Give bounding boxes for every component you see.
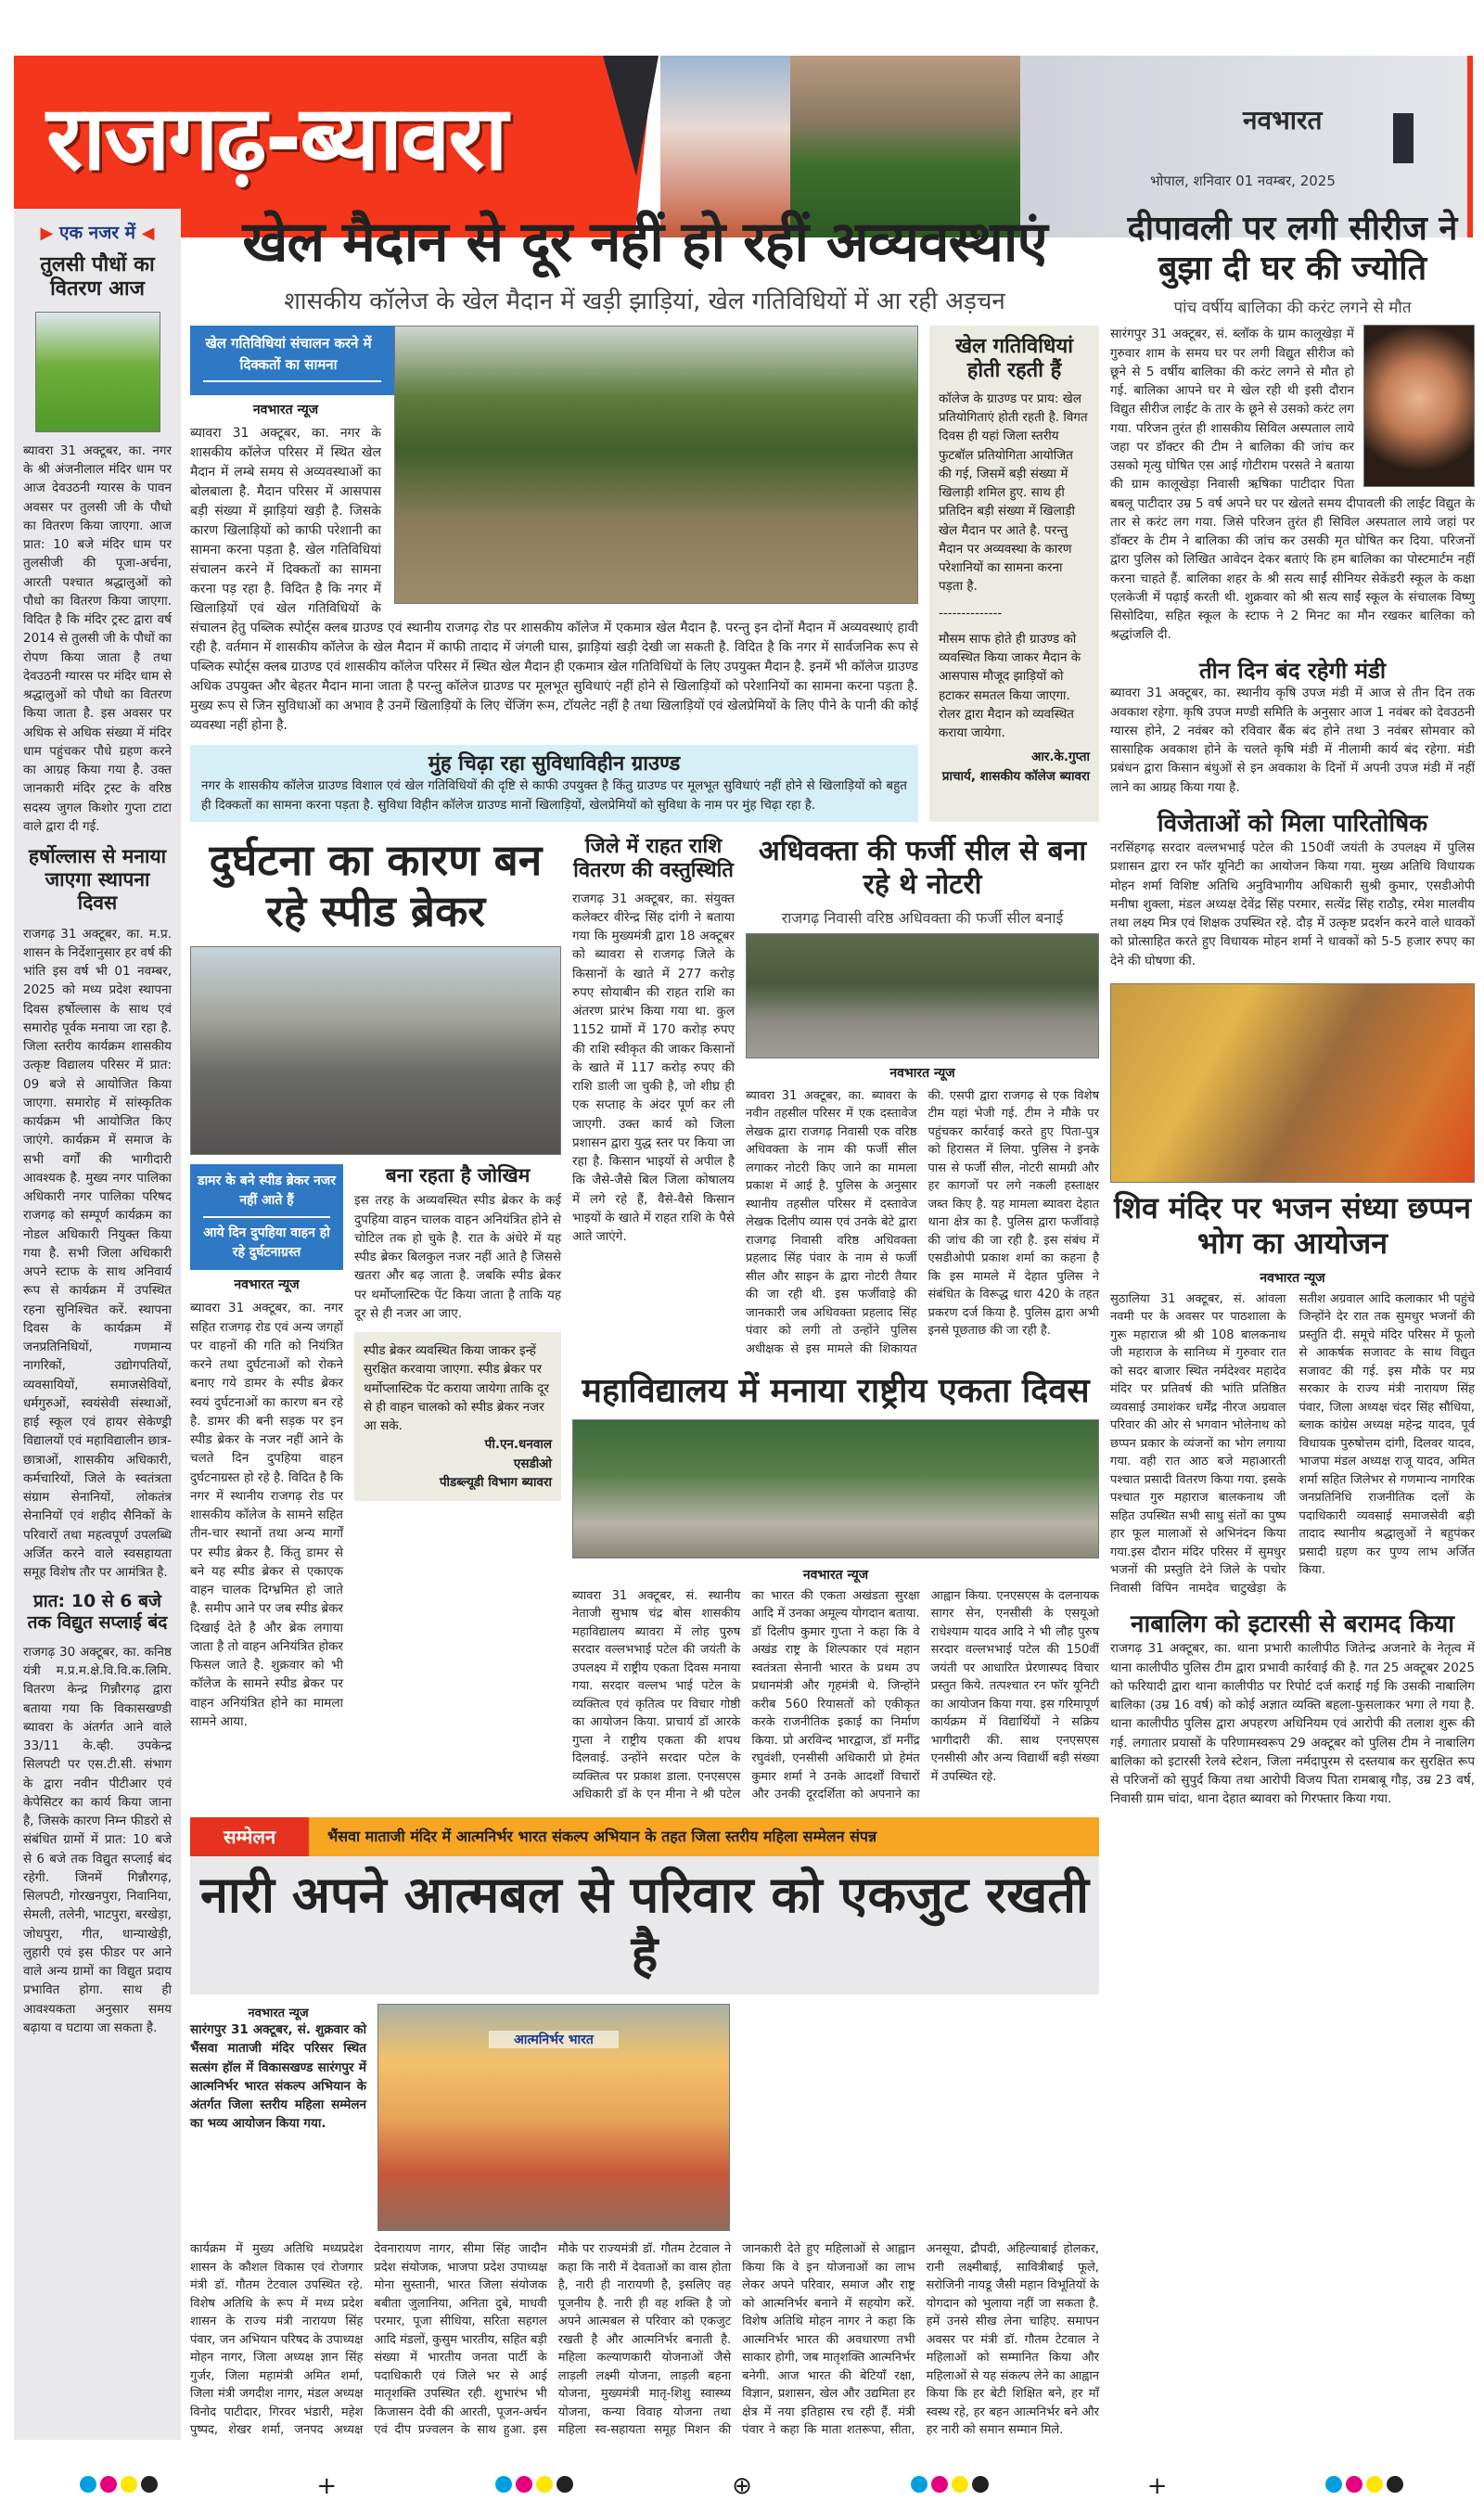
sammelan-story <box>190 1817 1099 2440</box>
speed-headline: दुर्घटना का कारण बन रहे स्पीड ब्रेकर <box>209 834 543 937</box>
lead-subhead: शासकीय कॉलेज के खेल मैदान में खड़ी झाड़ियां, खेल गतिविधियों में आ रही अड़चन <box>284 288 1005 315</box>
sammelan-strap: भैंसवा माताजी मंदिर में आत्मनिर्भर भारत संकल्प अभियान के तहत जिला स्तरीय महिला सम्मेलन संपन्न <box>309 1817 1099 1856</box>
middle-band <box>190 835 1099 1804</box>
center-stack <box>572 835 1099 1804</box>
winners-story <box>1110 810 1475 970</box>
speed-breaker-photo <box>190 946 561 1155</box>
sidebar-label-text: एक नजर में <box>58 223 136 243</box>
print-registration-strip <box>0 2458 1484 2514</box>
sidebar-story-2: राजगढ़ 31 अक्टूबर, का. म.प्र. शासन के निर्देशानुसार हर वर्ष की भांति इस वर्ष भी 01 नवम्बर, 2025 को मध्य प्रदेश स्थापना दिवस हर्षोल्लास के साथ एवं समारोह पूर्वक मनाया जा रहा है. जिला स्तरीय कार्यक्रम शासकीय उत्कृष्ट विद्यालय परिसर में प्रात: 09 बजे से आयोजित किया जाएगा. समारोह में सांस्कृतिक कार्यक्रम भी आयोजित किए जाएंगे. कार्यक्रम में समाज के सभी वर्गों की भागीदारी आवश्यक है. मुख्य नगर पालिका अधिकारी नगर पालिका परिषद राजगढ़ को सम्पूर्ण कार्यक्रम का नोडल अधिकारी नियुक्त किया गया है. सभी जिला अधिकारी अपने स्टाफ के साथ अनिवार्य रूप से कार्यक्रम में उपस्थित रहना सुनिश्चित करें. स्थापना दिवस के कार्यक्रम में जनप्रतिनिधियों, गणमान्य नागरिकों, उद्योगपतियों, व्यवसायियों, समाजसेवियों, धर्मगुरुओं, स्वयंसेवी संस्थाओं, हाई स्कूल एवं हायर सेकेण्ड्री विद्यालयों एवं महाविद्यालीन छात्र-छात्राओं, शासकीय अधिकारी, कर्मचारियों, जिले के स्वतंत्रता संग्राम सेनानियों, लोकतंत्र सेनानियों एवं शहीद सैनिकों के परिवारों तथा महत्वपूर्ण उपलब्धि अर्जित करने वाले स्वसहायता समूह विशेष तौर पर आमंत्रित है. <box>23 926 172 1581</box>
sdo-dept: पीडब्ल्यूडी विभाग ब्यावरा <box>439 1474 552 1490</box>
info-box-title: मुंह चिढ़ा रहा सुविधाविहीन ग्राउण्ड <box>428 752 681 776</box>
crosshair-icon: + <box>1146 2471 1168 2500</box>
mandi-body: ब्यावरा 31 अक्टूबर, का. स्थानीय कृषि उपज मंडी में आज से तीन दिन तक अवकाश रहेगा. कृषि उपज मण्डी समिति के अनुसार आज 1 नवंबर को देवउठनी ग्यारस होने, 2 नवंबर को रविवार बैंक बंद होने तथा 3 नवंबर सोमवार को सासाहिक अवकाश होने के चलते कृषि मंडी में नीलामी कार्य बंद रहेगा. मंडी प्रबंधन द्वारा किसान बंधुओं से इन अवकाश के दिनों में अपनी उपज मंडी में नहीं लाने का आग्रह किया गया है. <box>1110 686 1475 795</box>
sidebar-story-1: ब्यावरा 31 अक्टूबर, का. नगर के श्री अंजनीलाल मंदिर धाम पर आज देवउठनी ग्यारस के पावन अवसर पर तुलसी जी के पौधो का वितरण किया जाएगा. आज प्रात: 10 बजे मंदिर धाम पर तुलसीजी की पूजा-अर्चना, आरती पश्चात श्रद्धालुओं को पौधो का वितरण किया जाएगा. विदित है कि मंदिर ट्रस्ट द्वारा वर्ष 2014 से तुलसी जी के पौधों का रोपण किया जाता है तथा देवउठनी ग्यारस पर मंदिर धाम से श्रद्धालुओं को पौधो का वितरण किया जाता है. इस अवसर पर अधिक से अधिक संख्या में मंदिर धाम पहुंचकर पौधे ग्रहण करने का आग्रह किया गया है. उक्त जानकारी मंदिर ट्रस्ट के वरिष्ठ सदस्य जुगल किशोर गुप्ता टाटा वाले द्वारा दी गई. <box>23 443 172 834</box>
color-bar <box>1324 2476 1405 2496</box>
arrow-left-icon: ◀ <box>141 224 155 243</box>
sammelan-photo <box>377 2004 730 2231</box>
crosshair-icon: + <box>316 2471 338 2500</box>
sammelan-strap-row <box>190 1817 1099 1856</box>
deepawali-headline: दीपावली पर लगी सीरीज ने बुझा दी घर की ज्योति <box>1127 210 1458 289</box>
lead-highlight-text: खेल गतिविधियां संचालन करने में दिक्कतों का सामना <box>205 335 372 373</box>
minor-story <box>1110 1610 1475 1808</box>
sidebar-headline-3: प्रात: 10 से 6 बजे तक विद्युत सप्लाई बंद <box>27 1591 168 1634</box>
relief-body: राजगढ़ 31 अक्टूबर, का. संयुक्त कलेक्टर वीरेन्द्र सिंह दांगी ने बताया गया कि मुख्यमंत्री द्वारा 18 अक्टूबर को ब्यावरा से राजगढ़ जिले के किसानों के खाते में 277 करोड़ रुपए सोयाबीन की राहत राशि का अंतरण प्रारंभ किया गया था. कुल 1152 ग्रामों में 170 करोड़ रुपए की राशि स्वीकृत की जाकर किसानों के खाते में 117 करोड़ रुपए की राशि डाली जा चुकी है, जो शीघ्र ही एक सप्ताह के अंदर पूर्ण कर ली जाएगी. उक्त कार्य को जिला प्रशासन द्वारा युद्ध स्तर पर किया जा रहा है. किसान भाइयों से अपील है कि जैसे-जैसे बिल जिला कोषालय में लगे रहे हैं, वैसे-वैसे किसान भाइयों के खाते में राहत राशि के पैसे आते जाएंगे. <box>572 891 735 1245</box>
registration-target-icon: ⊕ <box>732 2471 752 2500</box>
speed-highlight-box <box>190 1164 343 1270</box>
color-bar <box>493 2476 575 2496</box>
color-bar <box>909 2476 991 2496</box>
sidebar-story-3: राजगढ़ 30 अक्टूबर, का. कनिष्ठ यंत्री म.प्र.म.क्षे.वि.वि.क.लिमि. वितरण केन्द्र गिन्नौरगढ़ द्वारा बताया गया कि विकासखण्डी ब्यावरा के अंतर्गत आने वाले 33/11 के.व्ही. उपकेन्द्र सिलपटी पर एस.टी.सी. संभाग के द्वारा नवीन पीटीआर एवं केपेसिटर का कार्य किया जाना है, जिसके कारण निम्न फीडरो से संबंधित ग्रामों में प्रात: 10 बजे से 6 बजे तक विद्युत सप्लाई बंद रहेगी. जिनमें गिन्नौरगढ़, सिलपटी, गोरखनपुरा, निवानिया, सेमली, तलेनी, भाटपुरा, बरखेड़ा, जोधपुरा, गीत, धान्याखेड़ी, लुहारी एवं इस फीडर पर आने वाले अन्य ग्रामों का विद्युत प्रदाय प्रभावित होगा. साथ ही आवश्यकता अनुसार समय बढ़ाया व घटाया जा सकता है. <box>23 1644 172 2035</box>
unity-photo <box>572 1419 1099 1558</box>
sidebar-column <box>14 209 181 2440</box>
notary-subhead: राजगढ़ निवासी वरिष्ठ अधिवक्ता की फर्जी सील बनाई <box>781 908 1064 927</box>
sidebar-label <box>23 220 172 244</box>
unity-body: ब्यावरा 31 अक्टूबर, सं. स्थानीय नेताजी सुभाष चंद्र बोस शासकीय महाविद्यालय ब्यावरा में लोह पुरुष सरदार वल्लभभाई पटेल की जयंती के उपलक्ष्य में राष्ट्रीय एकता दिवस मनाया गया. सरदार वल्लभ भाई पटेल के व्यक्तित्व एवं कृतित्व पर विचार गोष्ठी का आयोजन किया. प्राचार्य डॉ आरके गुप्ता ने राष्ट्रीय एकता की शपथ दिलवाई. उन्होंने सरदार पटेल के व्यक्तित्व पर प्रकाश डाला. एनएसएस अधिकारी डॉ के एन मीना ने श्री पटेल का भारत की एकता अखंडता सुरक्षा आदि में उनका अमूल्य योगदान बताया. डॉ दिलीप कुमार गुप्ता ने कहा कि वे अखंड राष्ट्र के शिल्पकार एवं महान स्वतंत्रता सेनानी भारत के प्रथम उप प्रधानमंत्री और गृहमंत्री थे. जिन्होंने करीब 560 रियासतों को एकीकृत करके राजनीतिक इकाई का निर्माण किया. प्रो अरविन्द भारद्वाज, डॉ मनींद्र रघुवंशी, एनसीसी अधिकारी प्रो हेमंत कुमार शर्मा ने उनके आदर्शों विचारों और उनकी दूरदर्शिता को अपनाने का आह्वान किया. एनएसएस के दलनायक सागर सेन, एनसीसी के एसयूओ राधेश्याम यादव आदि ने भी लौह पुरुष सरदार वल्लभभाई पटेल की 150वीं जयंती पर आधारित प्रेरणास्पद विचार प्रस्तुत किये. तत्पश्चात रन फॉर यूनिटी का आयोजन किया गया. इस गरिमापूर्ण कार्यक्रम में विद्यार्थियों ने सक्रिय भागीदारी की. साथ एनएसएस एनसीसी और अन्य विद्यार्थी बड़ी संख्या में उपस्थित रहे. <box>572 1588 1099 1802</box>
shiv-credit: नवभारत न्यूज <box>1260 1270 1325 1286</box>
section-title: राजगढ़-ब्यावरा <box>46 86 506 190</box>
speed-columns <box>190 1164 561 1731</box>
speed-body: ब्यावरा 31 अक्टूबर, का. नगर सहित राजगढ़ रोड एवं अन्य जगहों पर वाहनों की गति को नियंत्रित करने तथा दुर्घटनाओं को रोकने बनाए गये डामर के स्पीड ब्रेकर स्वयं दुर्घटनाओं का कारण बन रहे है. डामर की बनी सड़क पर इन स्पीड ब्रेकर के नजर नहीं आने के चलते दिन दुपहिया वाहन दुर्घटनाग्रस्त हो रहे है. विदित है कि नगर में स्थानीय राजगढ़ रोड पर शासकीय कॉलेज के सामने सहित तीन-चार स्थानों तथा अन्य मार्गों पर स्पीड ब्रेकर है. किंतु डामर से बने यह स्पीड ब्रेकर से एकाएक वाहन चालक दिग्भ्रमित हो जाते है. समीप आने पर जब स्पीड ब्रेकर दिखाई देते है और ब्रेक लगाया जाता है तो वाहन अनियंत्रित होकर फिसल जाते है. शुक्रवार को भी कॉलेज के सामने स्पीड ब्रेकर पर वाहन अनियंत्रित होने का मामला सामने आया. <box>190 1301 344 1729</box>
winners-headline: विजेताओं को मिला पारितोषिक <box>1157 809 1428 838</box>
deepawali-body: सारंगपुर 31 अक्टूबर, सं. ब्लॉक के ग्राम कालूखेड़ा में गुरुवार शाम के समय घर पर लगी विद्युत सीरीज को छूने से 5 वर्षीय बालिका की करंट लगने से मौत हो गई. बालिका आपने घर मे खेल रही थी इसी दौरान विद्युत सीरीज लाईट के तार के छूने से उसको करंट लग गया. परिजन तुरंत ही शासकीय सिविल अस्पताल लाये जहा पर डॉक्टर की टीम ने बालिका की जांच कर उसको मृत्यु घोषित एस आई गोटीराम परसते ने बताया की ग्राम कालूखेड़ा निवासी ऋषिका पाटीदार पिता बबलू पाटीदार उम्र 5 वर्ष अपने घर पर खेलते समय दीपावली की लाईट विद्युत के तार से करंट लग गया. जिसे परिजन तुरंत ही सिविल अस्पताल लाये जहां पर डॉक्टर के टीम ने बालिका की जांच कर उसकी मृत घोषित कर दिया. परिजनों द्वारा पुलिस को लिखित आवेदन देकर बताएं कि हम बालिका का पोस्टमार्टम नहीं करना चाहते हैं. बालिका शहर के श्री सत्य साईं सीनियर सेकेंडरी स्कूल के कक्षा एलकेजी में पढ़ाई करती थी. शुक्रवार को श्री सत्य साईं स्कूल के संचालक विष्णु सिसोदिया, सहित स्कूल के स्टाफ ने 2 मिनट का मौन रखकर बालिका को श्रद्धांजलि दी. <box>1110 327 1475 643</box>
speed-subheading: बना रहता है जोखिम <box>385 1164 531 1187</box>
sammelan-body: कार्यक्रम में मुख्य अतिथि मध्यप्रदेश शासन के कौशल विकास एवं रोजगार मंत्री डॉ. गौतम टेटवाल उपस्थित रहे. विशेष अतिथि के रूप में मध्य प्रदेश शासन के राज्य मंत्री नारायण सिंह पंवार, जन अभियान परिषद के उपाध्यक्ष मोहन नागर, जिला अध्यक्ष ज्ञान सिंह गुर्जर, जिला महामंत्री अमित शर्मा, जिला मंत्री जगदीश नागर, मंडल अध्यक्ष विनोद पाटीदार, गिरवर भंडारी, महेश पुष्पद, शेखर शर्मा, जनपद अध्यक्ष देवनारायण नागर, सीमा सिंह जादौन प्रदेश संयोजक, भाजपा प्रदेश उपाध्यक्ष मोना सुस्तानी, भारत जिला संयोजक बबीता जुलानिया, अनिता दुबे, माधवी परमार, पूजा सीधिया, सरिता सहगल आदि मंडलों, कुसुम भारतीय, सहित बड़ी संख्या में भारतीय जनता पार्टी के पदाधिकारी एवं जिले भर से आई मातृशक्ति उपस्थित रही. शुभारंभ भी किजासन देवी की आरती, पूजन-अर्चन एवं दीप प्रज्वलन के साथ हुआ. इस मौके पर राज्यमंत्री डॉ. गौतम टेटवाल ने कहा कि नारी में देवताओं का वास होता है, नारी ही नारायणी है, इसलिए वह पूजनीय है. नारी ही वह शक्ति है जो अपने आत्मबल से परिवार को एकजुट रखती है और आत्मनिर्भर बनाती है. महिला कल्याणकारी योजनाओं जैसे लाड़ली लक्ष्मी योजना, लाड़ली बहना योजना, मुख्यमंत्री मातृ-शिशु स्वास्थ्य योजना, कन्या विवाह योजना तथा महिला स्व-सहायता समूह मिशन की जानकारी देते हुए महिलाओं से आह्वान किया कि वे इन योजनाओं का लाभ लेकर अपने परिवार, समाज और राष्ट्र को आत्मनिर्भर बनाने में सहयोग करें. विशेष अतिथि मोहन नागर ने कहा कि आत्मनिर्भर भारत की अवधारणा तभी साकार होगी, जब मातृशक्ति आत्मनिर्भर बनेगी. आज भारत की बेटियाँ रक्षा, विज्ञान, प्रशासन, खेल और उद्यमिता हर क्षेत्र में नया इतिहास रच रही हैं. मंत्री पंवार ने कहा कि माता शतरूपा, सीता, अनसूया, द्रौपदी, अहिल्याबाई होलकर, रानी लक्ष्मीबाई, सावित्रीबाई फूले, सरोजिनी नायडू जैसी महान विभूतियों के योगदान को भुलाया नहीं जा सकता है. हमें उनसे सीख लेना चाहिए. समापन अवसर पर मंत्री डॉ. गौतम टेटवाल ने महिलाओं को सम्मानित किया और महिलाओं से यह संकल्प लेने का आह्वान किया कि हर बेटी शिक्षित बने, हर माँ स्वस्थ रहे, हर बहन आत्मनिर्भर बने और हर नारी को समान सम्मान मिले. <box>190 2242 1099 2438</box>
sdo-quote-box <box>354 1332 561 1501</box>
unity-story <box>572 1371 1099 1803</box>
lead-main <box>190 326 918 822</box>
quote-box-title: खेल गतिविधियां होती रहती हैं <box>955 335 1073 383</box>
lead-columns <box>190 326 1099 822</box>
divider: -------------- <box>939 605 1003 621</box>
right-column <box>1110 209 1475 2440</box>
dateline: भोपाल, शनिवार 01 नवम्बर, 2025 <box>1150 173 1336 189</box>
speed-body-2: इस तरह के अव्यवस्थित स्पीड ब्रेकर के कई दुपहिया वाहन चालक वाहन अनियंत्रित होने से चोटिल तक हो चुके है. रात के अंधेरे में यह स्पीड ब्रेकर बिलकुल नजर नहीं आते है जिससे खतरा और बढ़ जाता है. जबकि स्पीड ब्रेकर पर थर्मोप्लास्टिक पेंट किया जाता है ताकि यह दूर से ही नजर आ जाए. <box>354 1193 561 1321</box>
temple-event-photo <box>1110 983 1475 1183</box>
unity-headline: महाविद्यालय में मनाया राष्ट्रीय एकता दिवस <box>582 1372 1090 1411</box>
sidebar-headline-1: तुलसी पौधों का वितरण आज <box>40 253 155 301</box>
lead-headline: खेल मैदान से दूर नहीं हो रहीं अव्यवस्थाएं <box>242 210 1047 275</box>
sammelan-lead: सारंगपुर 31 अक्टूबर, सं. शुक्रवार को भैंसवा माताजी मंदिर परिसर स्थित सत्संग हॉल में विकासखण्ड सारंगपुर में आत्मनिर्भर भारत संकल्प अभियान के अंतर्गत जिला स्तरीय महिला सम्मेलन का भव्य आयोजन किया गया. <box>190 2022 366 2132</box>
lead-body: ब्यावरा 31 अक्टूबर, का. नगर के शासकीय कॉलेज परिसर में स्थित खेल मैदान में लम्बे समय से अव्यवस्थाओं का बोलबाला है. मैदान परिसर में आसपास बड़ी संख्या में झाड़ियां खड़ी है. जिसके कारण खिलाड़ियों को काफी परेशानी का सामना करना पड़ता है. खेल गतिविधियां संचालन करने में दिक्कतों का सामना करना पड़ रहा है. विदित है कि नगर में खिलाड़ियों एवं खेल गतिविधियों के संचालन हेतु पब्लिक स्पोर्ट्स क्लब ग्राउण्ड एवं स्थानीय राजगढ़ रोड पर शासकीय कॉलेज में एकमात्र खेल मैदान है. परन्तु इन दोनों मैदान में अव्यवस्थाएं हावी रही है. वर्तमान में शासकीय कॉलेज के खेल मैदान में काफी तादाद में जंगली घास, झाड़ियां खड़ी देखी जा सकती है. विदित है कि नगर में सार्वजनिक रूप से पब्लिक स्पोर्ट्स क्लब ग्राउण्ड एवं शासकीय कॉलेज परिसर में स्थित खेल मैदान ही एकमात्र खेल गतिविधियों के लिए उपयुक्त मैदान है. इनमें भी कॉलेज ग्राउण्ड अधिक उपयुक्त और बेहतर मैदान माना जाता है परन्तु कॉलेज ग्राउण्ड पर मूलभूत सुविधाएं नहीं होने से खिलाड़ियों को परेशानियों का सामना करना पड़ता है. मुख्य रूप से जिन सुविधाओं का अभाव है उनमें खिलाड़ियों के लिए चेंजिंग रूम, टॉयलेट नहीं है तथा खिलाड़ियों एवं खेलप्रेमियों के लिए पीने के पानी की कोई व्यवस्था नहीं होना है. <box>190 426 918 733</box>
notary-story <box>746 835 1099 1359</box>
quote-box-statement: मौसम साफ होते ही ग्राउण्ड को व्यवस्थित किया जाकर मैदान के आसपास मौजूद झाड़ियों को हटाकर समतल किया जाएगा. रोलर द्वारा मैदान को व्यवस्थित कराया जायेगा. <box>939 631 1081 741</box>
notary-credit: नवभारत न्यूज <box>889 1065 955 1081</box>
speed-col-2 <box>354 1164 561 1731</box>
sdo-title: एसडीओ <box>513 1456 552 1471</box>
quote-signatory: आर.के.गुप्ता <box>1031 750 1090 765</box>
sidebar-headline-2: हर्षोल्लास से मनाया जाएगा स्थापना दिवस <box>28 845 167 915</box>
notary-headline: अधिवक्ता की फर्जी सील से बना रहे थे नोटरी <box>758 834 1087 901</box>
relief-headline: जिले में राहत राशि वितरण की वस्तुस्थिति <box>573 834 734 883</box>
info-box <box>190 745 918 822</box>
sdo-quote: स्पीड ब्रेकर व्यवस्थित किया जाकर इन्हें सुरक्षित करवाया जाएगा. स्पीड ब्रेकर पर थर्मोप्लास्टिक पेंट कराया जायेगा ताकि दूर से ही वाहन चालको को स्पीड ब्रेकर नजर आ सके. <box>364 1343 549 1434</box>
tulsi-plant-photo <box>35 312 160 432</box>
lead-credit: नवभारत न्यूज <box>252 403 319 417</box>
shiv-story <box>1110 983 1475 1597</box>
category-tag: सम्मेलन <box>190 1817 309 1856</box>
newspaper-logo: नवभारत <box>1243 105 1323 135</box>
shiv-headline: शिव मंदिर पर भजन संध्या छप्पन भोग का आयोजन <box>1113 1189 1472 1262</box>
girl-photo <box>1363 325 1475 487</box>
unity-credit: नवभारत न्यूज <box>802 1567 869 1583</box>
sammelan-credit: नवभारत न्यूज <box>248 2007 309 2021</box>
sammelan-headline: नारी अपने आत्मबल से परिवार को एकजुट रखती है <box>190 1856 1099 1995</box>
quote-box-body: कॉलेज के ग्राउण्ड पर प्राय: खेल प्रतियोगिताएं होती रहती है. विगत दिवस ही यहां जिला स्तरीय फुटबॉल प्रतियोगिता आयोजित की गई, जिसमें बड़ी संख्या में खिलाड़ी शमिल हुए. साथ ही प्रतिदिन बड़ी संख्या में खिलाड़ी खेल मैदान पर आते है. परन्तु मैदान पर अव्यवस्था के कारण परेशानियों का सामना करना पड़ता है. <box>939 391 1088 595</box>
mandi-headline: तीन दिन बंद रहेगी मंडी <box>1198 657 1387 684</box>
main-area <box>190 209 1475 2440</box>
speed-highlight-1: डामर के बने स्पीड ब्रेकर नजर नहीं आते हैं <box>198 1174 336 1209</box>
deepawali-story <box>1110 209 1475 645</box>
arrow-right-icon: ▶ <box>40 224 54 243</box>
shiv-body: सुठालिया 31 अक्टूबर, सं. आंवला नवमी पर के अवसर पर पाठशाला के गुरू महाराज श्री श्री 108 बालकनाथ जी महाराज के सानिध्य में गुरुवार रात को सदर बाजार स्थित नर्मदेश्वर महादेव मंदिर पर प्रतिवर्ष की भांति प्रतिष्ठित व्यवसाई उमाशंकर धर्मेंद्र नीरज अग्रवाल परिवार की ओर से भगवान भोलेनाथ को छप्पन प्रकार के व्यंजनों का भोग लगाया गया. वही रात आठ बजे महाआरती पश्चात प्रसादी वितरण किया गया. इसके पश्चात गुरु महाराज बालकनाथ जी सहित उपस्थित सभी साधु संतों का पुष्प हार फूल मालाओं से अभिनंदन किया गया.इस दौरान मंदिर परिसर में सुमधुर भजनों की प्रस्तुति देने जिले के पचोर निवासी विपिन नामदेव चाटुखेड़ा के सतीश अग्रवाल आदि कलाकार भी पहुंचे जिन्होंने देर रात तक सुमधुर भजनों की प्रस्तुति दी. समूचे मंदिर परिसर में फूलो से आकर्षक सजावट के साथ विद्युत सजावट की गई. इस मौके पर मप्र सरकार के राज्य मंत्री नारायण सिंह पंवार, जिला अध्यक्ष चंदर सिंह सौधिया, ब्लाक कांग्रेस अध्यक्ष महेन्द्र यादव, पूर्व विधायक पुरुषोत्तम दांगी, दिलवर यादव, भाजपा मंडल अध्यक्ष राजू यादव, अमित शर्मा सहित जिलेभर से गणमान्य नागरिक जनप्रतिनिधि राजनीतिक दलों के पदाधिकारी व्यवसाई समाजसेवी बड़ी तादाद स्थानीय श्रद्धालुओं ने बहुपंकर प्रसादी ग्रहण कर पुण्य लाभ अर्जित किया. <box>1110 1291 1475 1596</box>
speed-credit: नवभारत न्यूज <box>234 1277 300 1293</box>
minor-body: राजगढ़ 31 अक्टूबर, का. थाना प्रभारी कालीपीठ जितेन्द्र अजनारे के नेतृत्व में थाना कालीपीठ पुलिस टीम द्वारा प्रभावी कार्रवाई की है. गत 25 अक्टूबर 2025 को फरियादी द्वारा थाना कालीपीठ पर रिपोर्ट दर्ज कराई गई कि उसकी नाबालिग बालिका (उम्र 16 वर्ष) को कोई अज्ञात व्यक्ति बहला-फुसलाकर भगा ले गया है. थाना कालीपीठ पुलिस द्वारा अपहरण अधिनियम एवं आरोपी की तलाश शुरू की गई. लगातार प्रयासों के परिणामस्वरूप 29 अक्टूबर को पुलिस टीम ने नाबालिग बालिका को इटारसी रेलवे स्टेशन, जिला नर्मदापुरम से दस्तयाब कर सुरक्षित रूप से परिजनों को सुपुर्द किया तथा आरोपी विजय पिता रामबाबू गौड़, उम्र 23 वर्ष, निवासी ग्राम चांदा, थाना देहात ब्यावरा को गिरफ्तार किया गया. <box>1110 1641 1475 1807</box>
sammelan-lead-col <box>190 2004 366 2231</box>
notary-body: ब्यावरा 31 अक्टूबर, का. ब्यावरा के नवीन तहसील परिसर में एक दस्तावेज लेखक द्वारा राजगढ़ निवासी एक वरिष्ठ अधिवक्ता के नाम की फर्जी सील लगाकर नोटरी किए जाने का मामला प्रकाश में आई है. पुलिस के अनुसार स्थानीय तहसील परिसर में दस्तावेज लेखक दिलीप व्यास एवं उनके बेटे द्वारा राजगढ़ निवासी वरिष्ठ अधिवक्ता प्रहलाद सिंह पंवार के नाम से फर्जी सील और साइन के द्वारा नोटरी तैयार की जा रही थी. इस फर्जीवाड़े की जानकारी जब अधिवक्ता प्रहलाद सिंह पंवार को लगी तो उन्होंने पुलिस अधीक्षक से इस मामले की शिकायत की. एसपी द्वारा राजगढ़ से एक विशेष टीम यहां भेजी गई. टीम ने मौके पर पहुंचकर कार्रवाई करते हुए पिता-पुत्र को हिरासत में लिया. पुलिस ने इनके पास से फर्जी सील, नोटरी सामग्री और हर कागजों पर लगे नकली हस्ताक्षर जब्त किए है. यह मामला ब्यावरा देहात थाना क्षेत्र का है. पुलिस द्वारा फर्जीवाड़े की जांच की जा रही है. इस संबंध में एसडीओपी प्रकाश शर्मा का कहना है कि इस मामले में देहात पुलिस ने संबंधित के विरूद्ध धारा 420 के तहत प्रकरण दर्ज किया है. पुलिस द्वारा अभी इनसे पूछताछ की जा रही है. <box>746 1088 1099 1356</box>
relief-notary-row <box>572 835 1099 1359</box>
tehsil-photo <box>746 933 1099 1058</box>
lead-story <box>190 209 1099 822</box>
info-box-body: नगर के शासकीय कॉलेज ग्राउण्ड विशाल एवं खेल गतिविधियों की दृष्टि से काफी उपयुक्त है किंतु ग्राउण्ड पर मूलभूत सुविधाएं नहीं होने से खिलाड़ियों को बहुत ही दिक्कतों का सामना करना पड़ता है. सुविधा विहीन कॉलेज ग्राउण्ड मानों खिलाड़ियों, खेलप्रेमियों को सुविधा के नाम पर मुंह चिढ़ा रहा है. <box>201 778 907 813</box>
quote-signatory-title: प्राचार्य, शासकीय कॉलेज ब्यावरा <box>941 768 1090 784</box>
color-bar <box>78 2476 160 2496</box>
winners-body: नरसिंहगढ़ सरदार वल्लभभाई पटेल की 150वीं जयंती के उपलक्ष्य में पुलिस प्रशासन द्वारा रन फॉर यूनिटी का आयोजन किया गया. मुख्य अतिथि विधायक मोहन शर्मा विशिष्ट अतिथि अनुविभागीय अधिकारी सुश्री कुमार, एसडीओपी मनीषा शुक्ला, मंडल अध्यक्ष देवेंद्र सिंह परमार, सत्येंद्र सिंह राठौड़, रमेश मालवीय तथा लक्ष्य मित्र एवं शिक्षक उपस्थित रहे. दौड़ में उत्कृष्ट प्रदर्शन करने वाले धावकों को प्रोत्साहित करते हुए विधायक मोहन शर्मा ने धावकों को 5-5 हजार रुपए का देने की घोषणा की. <box>1110 840 1475 968</box>
minor-headline: नाबालिग को इटारसी से बरामद किया <box>1131 1610 1454 1639</box>
mandi-story <box>1110 658 1475 797</box>
principal-quote-box <box>929 326 1099 822</box>
photo-banner-text: आत्मनिर्भर भारत <box>489 2031 619 2048</box>
deepawali-subhead: पांच वर्षीय बालिका की करंट लगने से मौत <box>1173 299 1412 318</box>
sammelan-top-row <box>190 2004 1099 2231</box>
left-area <box>190 209 1099 2440</box>
speed-highlight-2: आये दिन दुपहिया वाहन हो रहे दुर्घटनाग्रस्त <box>203 1225 330 1261</box>
playground-photo <box>394 326 918 604</box>
relief-story <box>572 835 735 1359</box>
speed-story <box>190 835 561 1804</box>
speed-col-1 <box>190 1164 343 1731</box>
sdo-name: पी.एन.धनवाल <box>484 1437 552 1453</box>
